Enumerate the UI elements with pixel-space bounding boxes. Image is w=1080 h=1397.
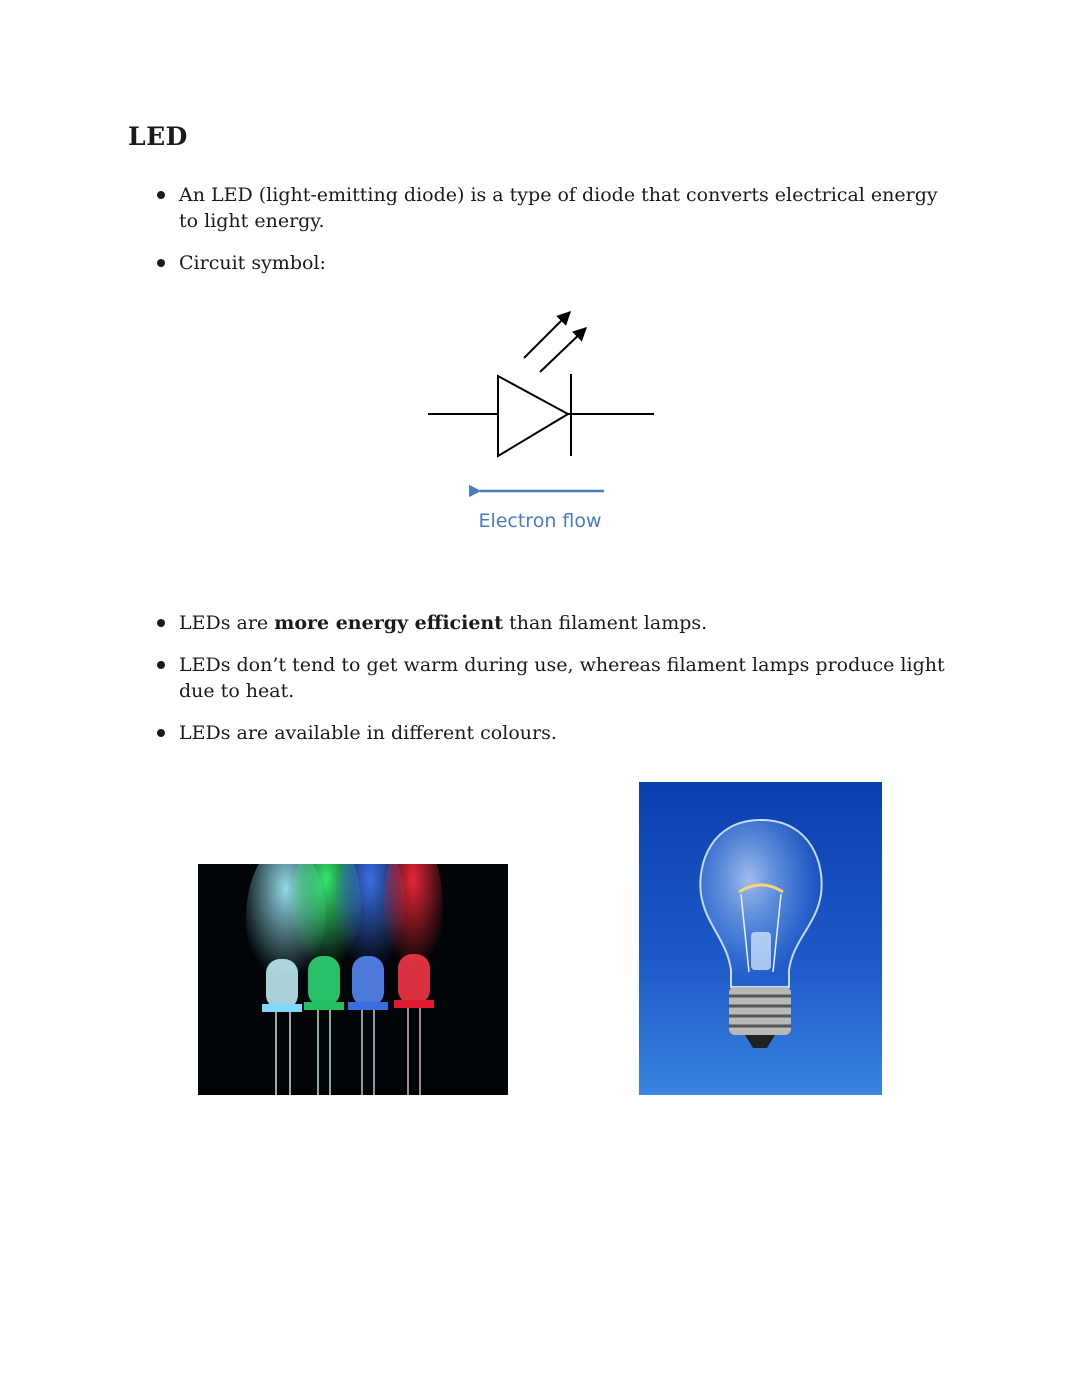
electron-flow-label: Electron flow	[478, 510, 602, 532]
list-item	[156, 652, 956, 704]
bullet-dot-icon	[157, 259, 165, 267]
diode-symbol-icon	[428, 374, 654, 456]
bullet-text: Circuit symbol:	[179, 252, 326, 274]
filament-lamp-photo	[639, 782, 882, 1095]
bullet-dot-icon	[157, 729, 165, 737]
led-circuit-symbol	[420, 300, 660, 540]
bullet-dot-icon	[157, 619, 165, 627]
coloured-leds-photo	[198, 864, 508, 1095]
list-item	[156, 610, 956, 636]
list-item	[156, 182, 956, 234]
bullet-dot-icon	[157, 191, 165, 199]
bullet-dot-icon	[157, 661, 165, 669]
bullet-text: LEDs don’t tend to get warm during use, whereas filament lamps produce light due to heat.	[179, 654, 945, 702]
section-heading: LED	[128, 122, 188, 151]
bullet-text: An LED (light-emitting diode) is a type of diode that converts electrical energy to light energy.	[179, 184, 938, 232]
bullet-list-facts	[156, 610, 956, 762]
bullet-list-intro	[156, 182, 956, 292]
list-item	[156, 720, 956, 746]
list-item	[156, 250, 956, 276]
emphasis-text: more energy efficient	[274, 612, 504, 634]
emitted-light-arrows-icon	[524, 312, 586, 372]
bullet-text: LEDs are more energy efficient than filament lamps.	[179, 612, 708, 634]
bullet-text: LEDs are available in different colours.	[179, 722, 557, 744]
